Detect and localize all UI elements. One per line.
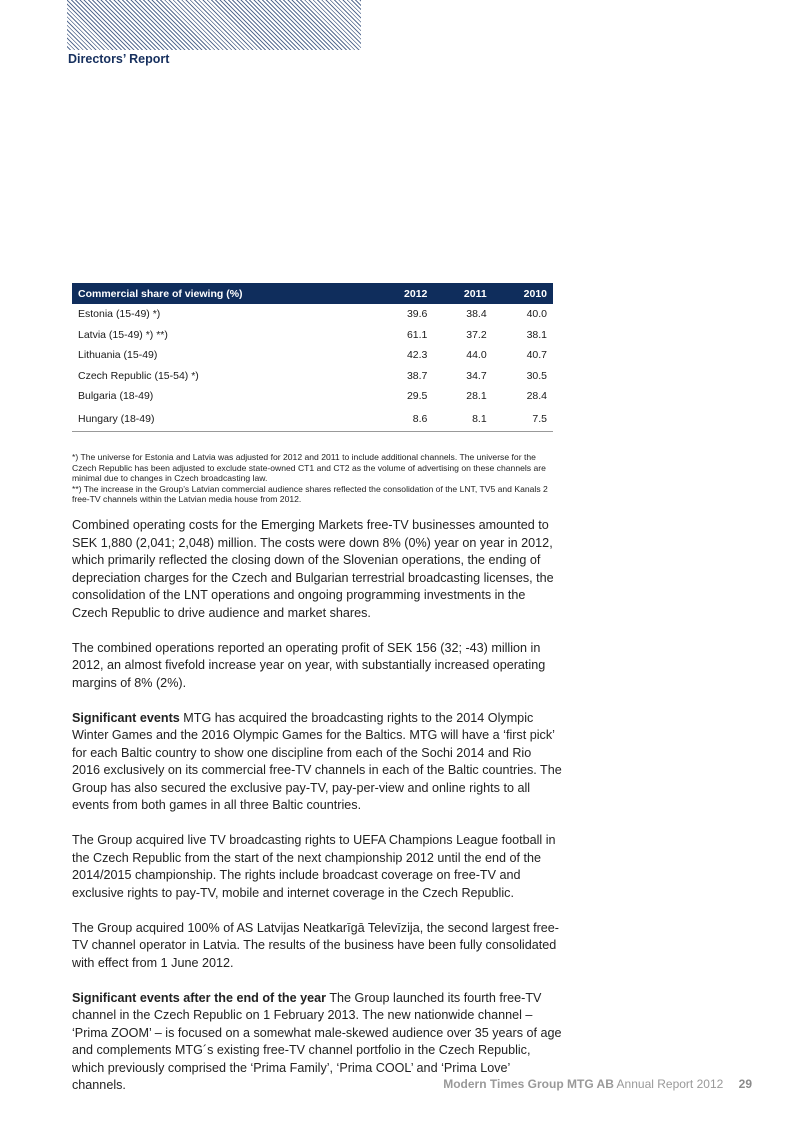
paragraph-text: The Group acquired 100% of AS Latvijas Neatkarīgā Televīzija, the second largest free-TV channel operator in Latvia. The results of the business have been fully consolidated with effect from 1 June 2012. xyxy=(72,920,559,970)
body-text xyxy=(72,517,562,1112)
footnote: *) The universe for Estonia and Latvia was adjusted for 2012 and 2011 to include additional channels. The universe for the Czech Republic has been adjusted to exclude state-owned CT1 and CT2 as the volume of advertising on these channels are minimal due to changes in Czech broadcasting law. xyxy=(72,452,546,483)
column-header: 2010 xyxy=(493,283,553,304)
paragraph-text: The Group launched its fourth free-TV channel in the Czech Republic on 1 February 2013. The new nationwide channel – ‘Prima ZOOM’ – is focused on a somewhat male-skewed audience over 35 years of age and complements MTG´s existing free-TV channel portfolio in the Czech Republic, which previously comprised the ‘Prima Family’, ‘Prima COOL’ and ‘Prima Love’ channels. xyxy=(72,990,562,1092)
table-row xyxy=(72,304,553,325)
row-label: Bulgaria (18-49) xyxy=(78,390,154,403)
row-label: Hungary (18-49) xyxy=(72,407,373,432)
paragraph-lead: Significant events xyxy=(72,710,180,725)
table-row xyxy=(72,345,553,366)
page-footer xyxy=(443,1077,752,1091)
column-header: 2011 xyxy=(433,283,492,304)
column-header: Commercial share of viewing (%) xyxy=(72,283,373,304)
cell-value: 38.4 xyxy=(466,308,487,321)
cell-value: 44.0 xyxy=(466,349,487,362)
cell-value: 61.1 xyxy=(406,328,428,341)
paragraph xyxy=(72,640,562,693)
row-label: Czech Republic (15-54) *) xyxy=(78,369,199,382)
footer-report: Annual Report 2012 xyxy=(616,1077,724,1091)
cell-value: 30.5 xyxy=(526,369,547,382)
cell-value: 8.6 xyxy=(373,407,433,432)
footer-company: Modern Times Group MTG AB xyxy=(443,1077,614,1091)
table-row xyxy=(72,386,553,407)
cell-value: 40.7 xyxy=(526,349,547,362)
table-row xyxy=(72,407,553,432)
column-header: 2012 xyxy=(373,283,433,304)
table-header-row xyxy=(72,283,553,304)
cell-value: 8.1 xyxy=(433,407,492,432)
paragraph-lead: Significant events after the end of the year xyxy=(72,990,327,1005)
paragraph-text: The combined operations reported an operating profit of SEK 156 (32; -43) million in 2012, an almost fivefold increase year on year, with substantially increased operating margins of 8% (2%). xyxy=(72,640,546,690)
row-label: Lithuania (15-49) xyxy=(78,349,158,362)
cell-value: 34.7 xyxy=(466,369,487,382)
row-label: Latvia (15-49) *) **) xyxy=(78,328,168,341)
table-row xyxy=(72,366,553,387)
cell-value: 38.7 xyxy=(406,369,428,382)
paragraph-text: The Group acquired live TV broadcasting rights to UEFA Champions League football in the Czech Republic from the start of the next championship 2012 until the end of the 2014/2015 championship. The rights include broadcast coverage on free-TV and exclusive rights to pay-TV, mobile and internet coverage in the Czech Republic. xyxy=(72,833,556,900)
cell-value: 29.5 xyxy=(406,390,428,403)
paragraph xyxy=(72,517,562,622)
paragraph xyxy=(72,832,562,902)
cell-value: 7.5 xyxy=(493,407,553,432)
cell-value: 42.3 xyxy=(406,349,428,362)
cell-value: 40.0 xyxy=(526,308,547,321)
viewing-share-table xyxy=(72,283,553,432)
paragraph-text: MTG has acquired the broadcasting rights to the 2014 Olympic Winter Games and the 2016 Olympic Games for the Baltics. MTG will have a ‘first pick’ for each Baltic country to show one discipline from each of the Sochi 2014 and Rio 2016 exclusively on its commercial free-TV channels in each of the Baltic countries. The Group has also secured the exclusive pay-TV, pay-per-view and online rights to all events from both games in all three Baltic countries. xyxy=(72,710,562,812)
cell-value: 39.6 xyxy=(406,308,428,321)
cell-value: 28.4 xyxy=(526,390,547,403)
page-number: 29 xyxy=(738,1077,752,1091)
footnote: **) The increase in the Group’s Latvian commercial audience shares reflected the consolidation of the LNT, TV5 and Kanals 2 free-TV channels within the Latvian media house from 2012. xyxy=(72,483,548,504)
paragraph xyxy=(72,710,562,815)
paragraph xyxy=(72,920,562,973)
table-row xyxy=(72,325,553,346)
cell-value: 38.1 xyxy=(526,328,547,341)
cell-value: 37.2 xyxy=(466,328,487,341)
row-label: Estonia (15-49) *) xyxy=(78,308,161,321)
table-footnotes xyxy=(72,452,562,505)
paragraph-text: Combined operating costs for the Emerging Markets free-TV businesses amounted to SEK 1,880 (2,041; 2,048) million. The costs were down 8% (0%) year on year in 2012, which primarily reflected the closing down of the Slovenian operations, the ending of depreciation charges for the Czech and Bulgarian terrestrial broadcasting licenses, the consolidation of the LNT operations and ongoing programming investments in the Czech Republic to drive audience and market shares. xyxy=(72,518,554,620)
cell-value: 28.1 xyxy=(466,390,487,403)
section-title: Directors’ Report xyxy=(68,52,170,66)
header-hatch-pattern xyxy=(67,0,361,50)
